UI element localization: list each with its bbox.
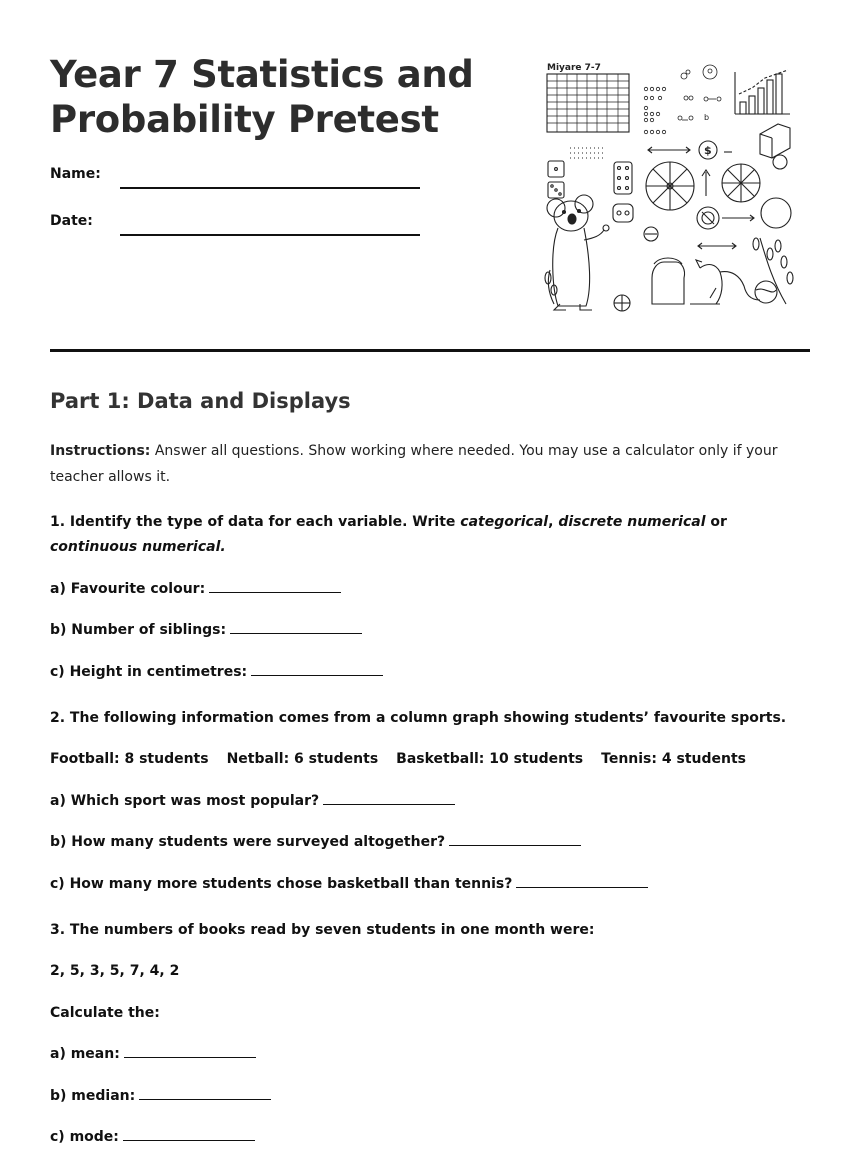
question-3b	[50, 1084, 800, 1109]
q3b-answer-field[interactable]	[139, 1099, 271, 1100]
bag-icon	[652, 258, 685, 304]
bar-chart-icon	[735, 70, 790, 114]
instructions-text: Answer all questions. Show working where needed. You may use a calculator only if your teacher allows it.	[50, 443, 778, 485]
question-2a	[50, 789, 800, 814]
domino-icon	[614, 162, 632, 194]
svg-text:$: $	[704, 144, 712, 157]
q1b-label: b) Number of siblings:	[50, 622, 227, 638]
q1-prompt-text: 1. Identify the type of data for each variable. Write	[50, 514, 461, 530]
q2c-label: c) How many more students chose basketball than tennis?	[50, 876, 513, 892]
sport-netball: Netball: 6 students	[226, 751, 379, 767]
dice-icon	[548, 161, 564, 177]
q3c-answer-field[interactable]	[123, 1140, 255, 1141]
q2c-answer-field[interactable]	[516, 887, 648, 888]
question-3a	[50, 1042, 800, 1067]
spinner-icon	[646, 162, 694, 210]
header-divider	[50, 349, 810, 352]
sports-data	[50, 747, 800, 772]
q1a-label: a) Favourite colour:	[50, 581, 206, 597]
name-label: Name:	[50, 166, 101, 182]
sport-basketball: Basketball: 10 students	[396, 751, 584, 767]
q1b-answer-field[interactable]	[230, 633, 362, 634]
question-2b	[50, 830, 800, 855]
question-2-prompt: 2. The following information comes from a column graph showing students’ favourite sports.	[50, 710, 787, 726]
q1-separator: ,	[548, 514, 559, 530]
kangaroo-icon	[690, 260, 760, 304]
q1-option-categorical: categorical	[460, 514, 549, 530]
sport-football: Football: 8 students	[50, 751, 209, 767]
question-1b	[50, 618, 800, 643]
pie-cube-icon	[760, 124, 790, 158]
sport-tennis: Tennis: 4 students	[601, 751, 746, 767]
leaf-branch-icon	[545, 270, 557, 304]
calculate-label: Calculate the:	[50, 1005, 160, 1021]
q2b-answer-field[interactable]	[449, 845, 581, 846]
question-1-prompt	[50, 510, 800, 560]
q1-option-continuous: continuous numerical.	[50, 539, 226, 555]
q2a-answer-field[interactable]	[323, 804, 455, 805]
circle-icon	[761, 198, 791, 228]
instructions-label: Instructions:	[50, 443, 151, 459]
q1a-answer-field[interactable]	[209, 592, 341, 593]
q1c-answer-field[interactable]	[251, 675, 383, 676]
instructions	[50, 438, 800, 490]
leaf-branch-icon-2	[753, 238, 793, 304]
spinner-icon-2	[722, 164, 760, 202]
q1c-label: c) Height in centimetres:	[50, 664, 248, 680]
illustration-small-text: b	[704, 113, 710, 122]
statistics-illustration	[540, 58, 800, 320]
q2b-label: b) How many students were surveyed altogether?	[50, 834, 446, 850]
date-field[interactable]	[120, 234, 420, 236]
question-3-prompt: 3. The numbers of books read by seven students in one month were:	[50, 922, 595, 938]
part1-title: Part 1: Data and Displays	[50, 389, 351, 413]
books-data: 2, 5, 3, 5, 7, 4, 2	[50, 963, 180, 979]
q3b-label: b) median:	[50, 1088, 136, 1104]
ball-icon	[773, 155, 787, 169]
worksheet-title: Year 7 Statistics and Probability Pretest	[50, 53, 474, 141]
q1-separator-or: or	[705, 514, 727, 530]
q3a-answer-field[interactable]	[124, 1057, 256, 1058]
question-1a	[50, 577, 800, 602]
q2a-label: a) Which sport was most popular?	[50, 793, 320, 809]
question-2c	[50, 872, 800, 897]
q1-option-discrete: discrete numerical	[558, 514, 706, 530]
q3a-label: a) mean:	[50, 1046, 120, 1062]
question-1c	[50, 660, 800, 685]
date-label: Date:	[50, 213, 93, 229]
illustration-caption: Miyare 7-7	[547, 63, 601, 73]
name-field[interactable]	[120, 187, 420, 189]
q3c-label: c) mode:	[50, 1129, 119, 1145]
question-3c	[50, 1125, 800, 1150]
